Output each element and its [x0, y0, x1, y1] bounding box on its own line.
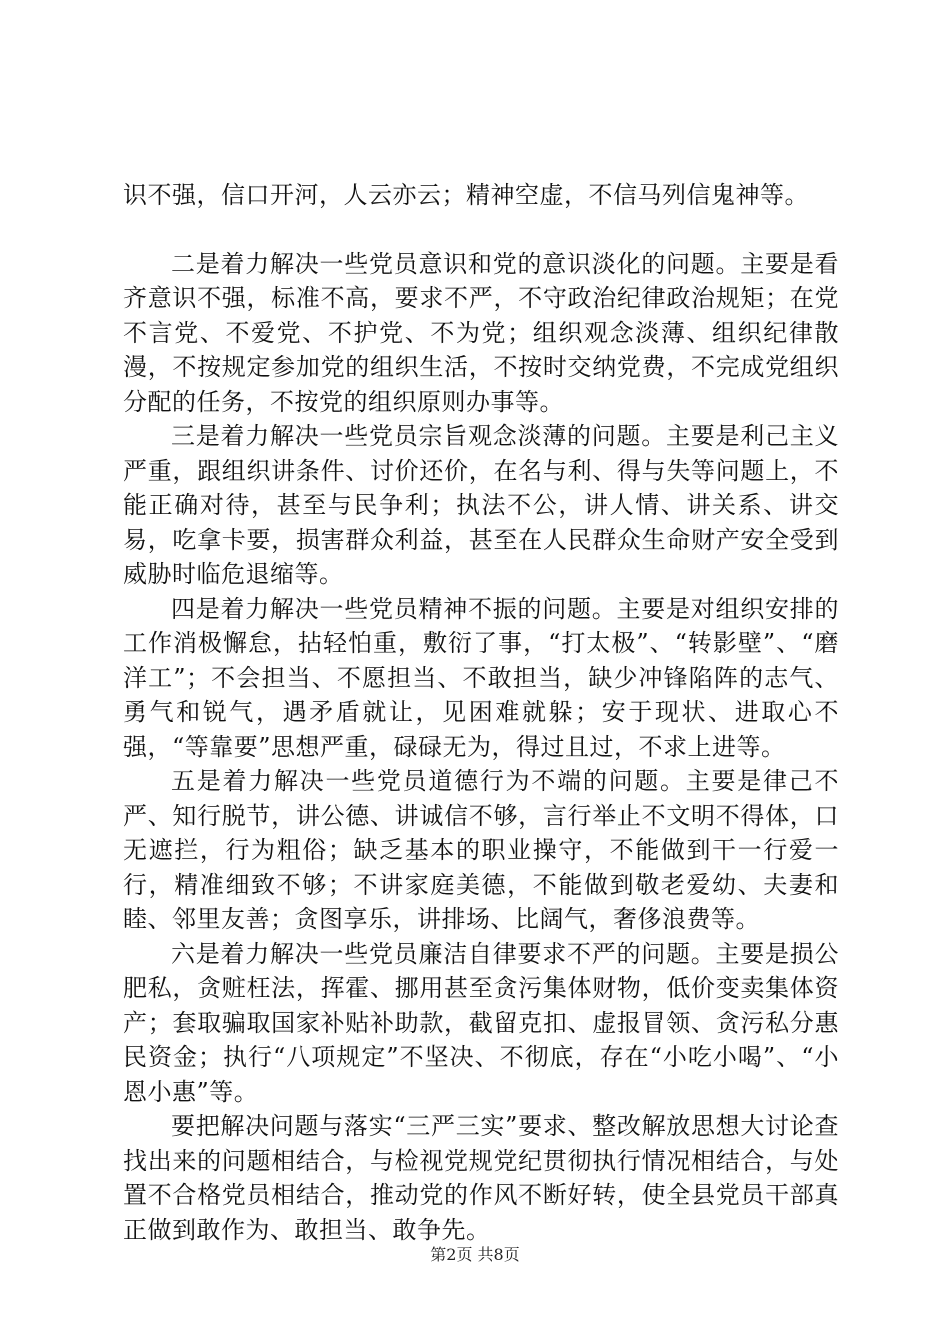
document-body: [123, 178, 839, 1247]
paragraph-conclusion: 要把解决问题与落实“三严三实”要求、整改解放思想大讨论查找出来的问题相结合，与检视党规党纪贯彻执行情况相结合，与处置不合格党员相结合，推动党的作风不断好转，使全县党员干部真正做到敢作为、敢担当、敢争先。: [123, 1112, 839, 1244]
paragraph-item-3: 三是着力解决一些党员宗旨观念淡薄的问题。主要是利己主义严重，跟组织讲条件、讨价还价，在名与利、得与失等问题上，不能正确对待，甚至与民争利；执法不公，讲人情、讲关系、讲交易，吃拿卡要，损害群众利益，甚至在人民群众生命财产安全受到威胁时临危退缩等。: [123, 422, 839, 588]
paragraph-item-2: 二是着力解决一些党员意识和党的意识淡化的问题。主要是看齐意识不强，标准不高，要求不严，不守政治纪律政治规矩；在党不言党、不爱党、不护党、不为党；组织观念淡薄、组织纪律散漫，不按规定参加党的组织生活，不按时交纳党费，不完成党组织分配的任务，不按党的组织原则办事等。: [123, 249, 839, 416]
paragraph-item-5: 五是着力解决一些党员道德行为不端的问题。主要是律己不严、知行脱节，讲公德、讲诚信不够，言行举止不文明不得体，口无遮拦，行为粗俗；缺乏基本的职业操守，不能做到干一行爱一行，精准细致不够；不讲家庭美德，不能做到敬老爱幼、夫妻和睦、邻里友善；贪图享乐，讲排场、比阔气，奢侈浪费等。: [123, 767, 839, 933]
paragraph-item-6: 六是着力解决一些党员廉洁自律要求不严的问题。主要是损公肥私，贪赃枉法，挥霍、挪用甚至贪污集体财物，低价变卖集体资产；套取骗取国家补贴补助款，截留克扣、虚报冒领、贪污私分惠民资金；执行“八项规定”不坚决、不彻底，存在“小吃小喝”、“小恩小惠”等。: [123, 939, 839, 1106]
paragraph-continuation: 识不强，信口开河，人云亦云；精神空虚，不信马列信鬼神等。: [123, 181, 809, 209]
page-footer: 第2页 共8页: [430, 1245, 520, 1264]
paragraph-item-4: 四是着力解决一些党员精神不振的问题。主要是对组织安排的工作消极懈怠，拈轻怕重，敷衍了事，“打太极”、“转影壁”、“磨洋工”；不会担当、不愿担当、不敢担当，缺少冲锋陷阵的志气、勇气和锐气，遇矛盾就让，见困难就躲；安于现状、进取心不强，“等靠要”思想严重，碌碌无为，得过且过，不求上进等。: [123, 594, 839, 761]
